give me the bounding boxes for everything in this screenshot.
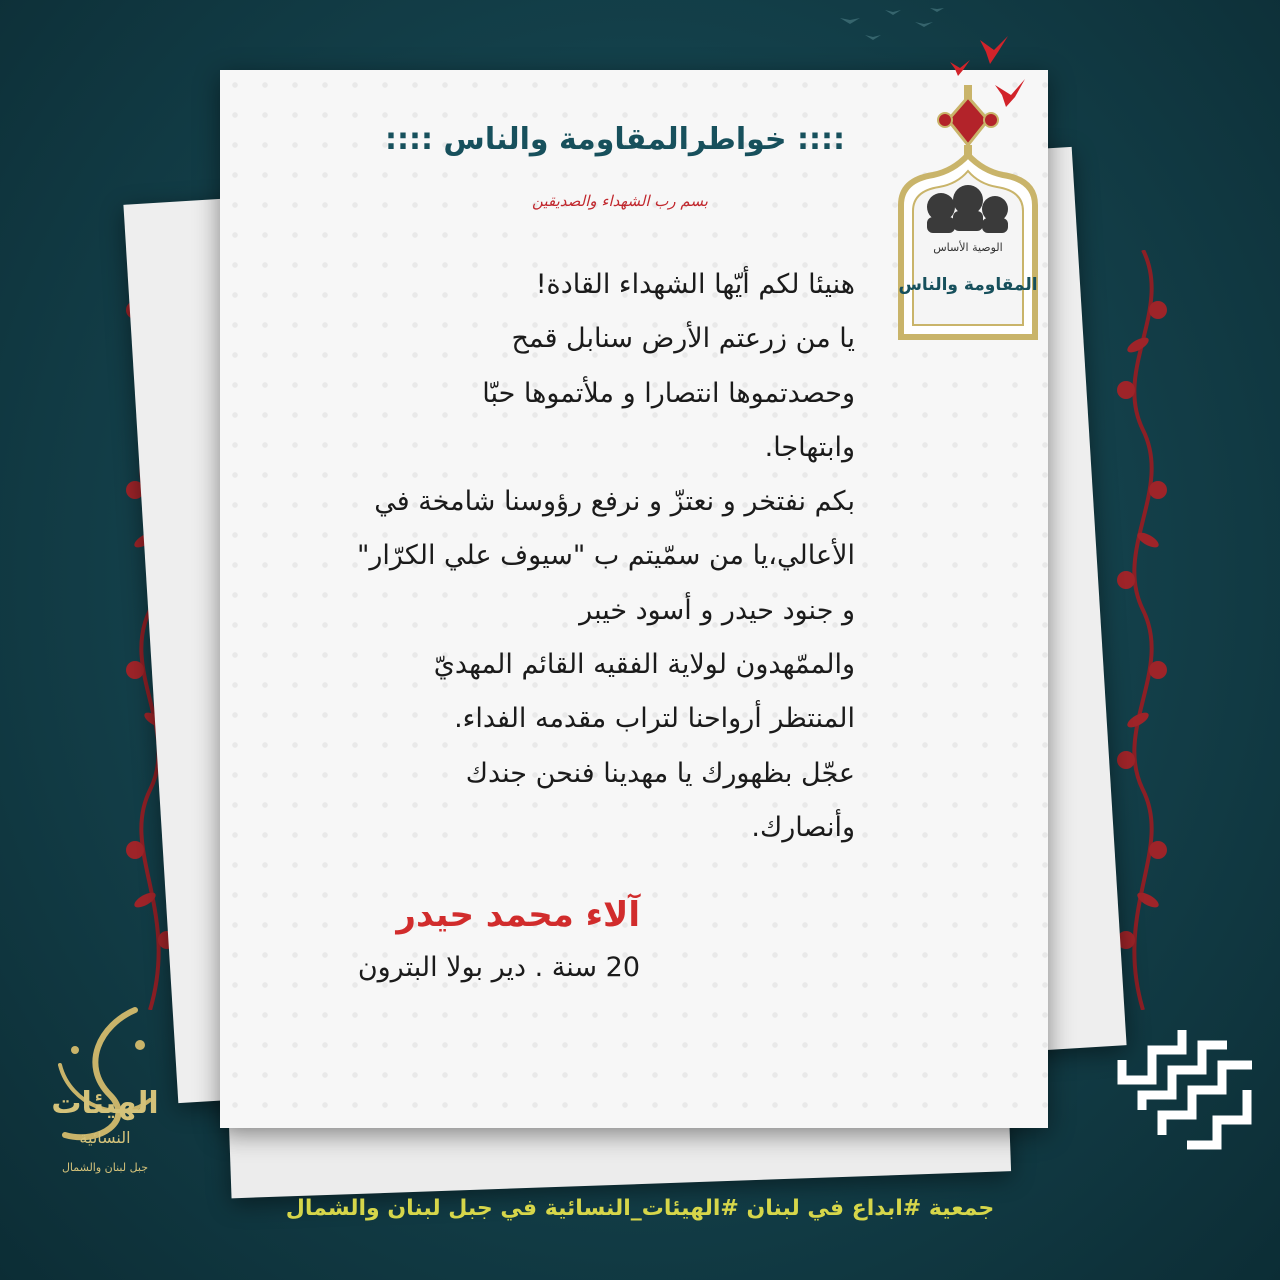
finial-icon [938, 85, 998, 157]
floral-ornament-right [1108, 250, 1178, 1010]
poem-body [300, 258, 855, 855]
basmala-calligraphy: بسم رب الشهداء والصديقين [532, 192, 708, 210]
hayaat-logo-caption: جبل لبنان والشمال [61, 1161, 149, 1174]
hayaat-logo-main: الهيئات [51, 1086, 159, 1121]
poem-line: والممّهدون لولاية الفقيه القائم المهديّ [433, 649, 855, 681]
hayaat-logo [40, 1005, 170, 1180]
poem-line: الأعالي،يا من سمّيتم ب "سيوف علي الكرّار" [356, 540, 855, 572]
emblem-main-text: المقاومة والناس [898, 275, 1038, 295]
poem-line: يا من زرعتم الأرض سنابل قمح [511, 323, 855, 355]
poem-line: بكم نفتخر و نعتزّ و نرفع رؤوسنا شامخة في [374, 486, 855, 518]
footer-caption: جمعية #ابداع في لبنان #الهيئات_النسائية في جبل لبنان والشمال [285, 1196, 995, 1221]
poem-line: و جنود حيدر و أسود خيبر [579, 594, 855, 626]
poem-line: عجّل بظهورك يا مهدينا فنحن جندك [465, 757, 855, 789]
page-title: :::: خواطرالمقاومة والناس :::: [385, 122, 845, 157]
ibdaa-logo [1112, 1020, 1262, 1150]
poem-line: هنيئا لكم أيّها الشهداء القادة! [535, 269, 855, 300]
author-info: 20 سنة . دير بولا البترون [357, 952, 640, 983]
emblem-top-text: الوصية الأساس [933, 241, 1003, 254]
poem-line: وحصدتموها انتصارا و ملأتموها حبّا [482, 377, 855, 409]
author-name: آلاء محمد حيدر [396, 895, 640, 935]
poem-line: المنتظر أرواحنا لتراب مقدمه الفداء. [454, 703, 855, 735]
ibdaa-logo-text: ابداع [1186, 1148, 1188, 1149]
poem-line: وابتهاجا. [764, 431, 855, 463]
hayaat-logo-sub: النسائية [79, 1128, 131, 1147]
resistance-emblem-logo [893, 85, 1043, 340]
poem-line: وأنصارك. [751, 811, 855, 843]
